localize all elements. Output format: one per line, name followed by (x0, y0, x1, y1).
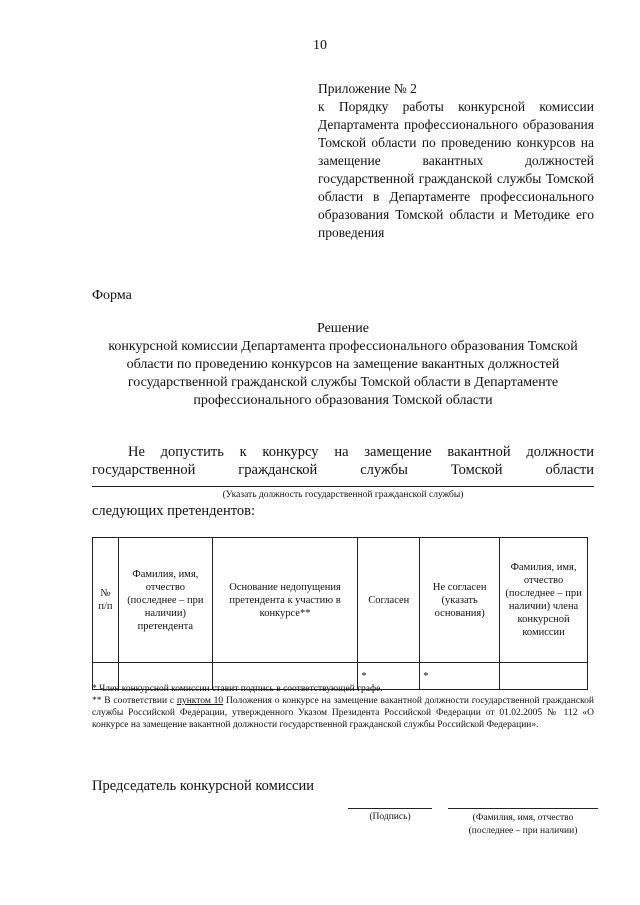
header-refusal-reason: Основание недопущения претендента к участию в конкурсе** (212, 538, 358, 663)
name-label-line-2: (последнее – при наличии) (468, 826, 578, 836)
chairman-label: Председатель конкурсной комиссии (92, 778, 314, 794)
name-line (448, 808, 598, 809)
footnote-2 (92, 695, 594, 731)
header-disagree: Не согласен (указать основания) (420, 538, 500, 663)
footnotes (92, 683, 594, 731)
table-header-row (93, 538, 588, 663)
paragraph-line-2: государственной гражданской службы Томской области (92, 462, 594, 478)
appendix-title: Приложение № 2 (318, 81, 417, 96)
decision-block (92, 320, 594, 410)
header-candidate-name: Фамилия, имя, отчество (последнее – при наличии) претендента (118, 538, 212, 663)
form-label: Форма (92, 288, 132, 303)
signature-line (348, 808, 432, 809)
name-label-line-1: (Фамилия, имя, отчество (472, 813, 574, 823)
header-agree: Согласен (358, 538, 420, 663)
appendix-block (318, 80, 594, 242)
position-underline (92, 486, 594, 487)
decision-subtitle: конкурсной комиссии Департамента профессионального образования Томской области по проведению конкурсов на замещение вакантных должностей государственной гражданской службы Томской области в Департаменте профессионального образования Томской области (108, 339, 578, 408)
footnote-1: * Член конкурсной комиссии ставит подпись в соответствующей графе. (92, 684, 383, 694)
header-number: № п/п (93, 538, 119, 663)
footnote-2-prefix: ** В соответствии с (92, 696, 177, 706)
candidates-table (92, 537, 588, 690)
decision-paragraph (92, 443, 594, 479)
footnote-2-text: Положения о конкурсе на замещение вакантной должности государственной гражданской службы Российской Федерации, утвержденного Указом Президента Российской Федерации от 01.02.2005 № 112 «О конкурсе на замещение вакантной должности государственной гражданской службы Российской Федерации». (92, 696, 595, 730)
header-member-name: Фамилия, имя, отчество (последнее – при наличии) члена конкурсной комиссии (500, 538, 588, 663)
signature-label: (Подпись) (369, 812, 411, 822)
cell-agree: * (358, 663, 420, 690)
appendix-body: к Порядку работы конкурсной комиссии Департамента профессионального образования Томской области по проведению конкурсов на замещение вакантных должностей государственной гражданской службы Томской области в Департаменте профессионального образования Томской области и Методике его проведения (318, 99, 594, 240)
cell-disagree: * (420, 663, 500, 690)
page-number: 10 (313, 38, 327, 53)
paragraph-line-1: Не допустить к конкурсу на замещение вакантной должности (128, 444, 594, 460)
name-label (448, 812, 598, 838)
following-candidates-text: следующих претендентов: (92, 503, 255, 519)
clause-10-link[interactable]: пунктом 10 (176, 696, 224, 706)
position-hint: (Указать должность государственной гражданской службы) (222, 490, 464, 500)
decision-heading: Решение (316, 321, 369, 336)
